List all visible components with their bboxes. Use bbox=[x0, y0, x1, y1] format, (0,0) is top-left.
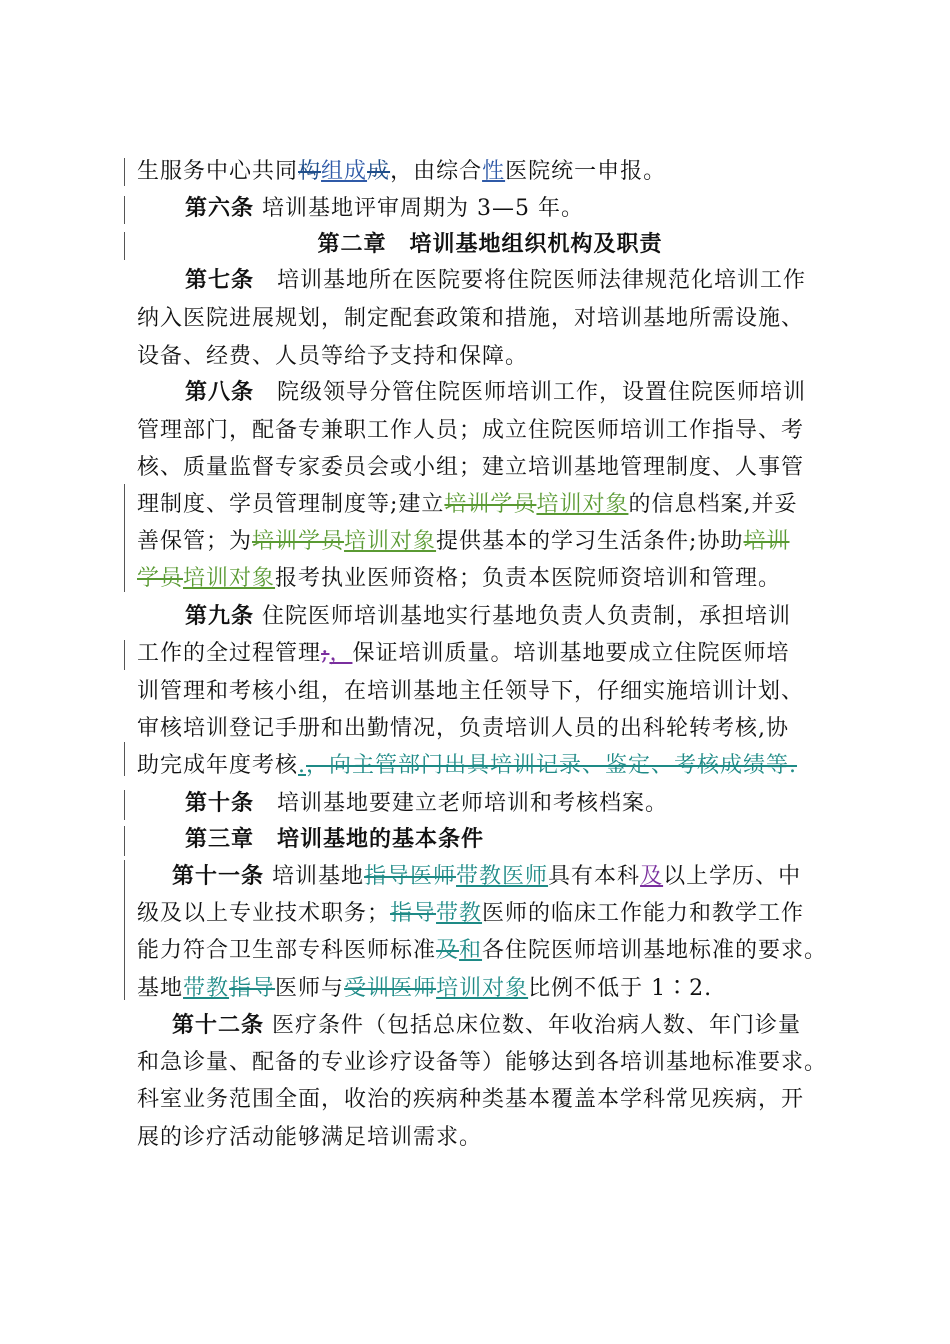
text-line bbox=[137, 527, 857, 557]
text-line bbox=[185, 266, 905, 296]
deleted-text: ; bbox=[321, 641, 330, 666]
text-line bbox=[137, 1123, 857, 1153]
revision-bar bbox=[124, 484, 125, 592]
clause-heading: 第十二条 bbox=[172, 1013, 265, 1038]
clause-heading: 第十条 bbox=[185, 791, 255, 816]
text-run: 管理部门，配备专兼职工作人员；成立住院医师培训工作指导、考 bbox=[137, 418, 805, 443]
text-run: 院级领导分管住院医师培训工作，设置住院医师培训 bbox=[254, 380, 807, 405]
deleted-text: 指导医师 bbox=[364, 864, 457, 889]
text-run: 设备、经费、人员等给予支持和保障。 bbox=[137, 344, 529, 369]
inserted-text: 培训对象 bbox=[536, 492, 629, 517]
inserted-text: 及 bbox=[640, 864, 664, 889]
text-line bbox=[172, 1011, 892, 1041]
text-line bbox=[185, 825, 905, 855]
clause-heading: 第八条 bbox=[185, 380, 255, 405]
text-run: 医师与 bbox=[275, 976, 345, 1001]
text-line bbox=[137, 157, 857, 187]
text-line bbox=[137, 751, 857, 781]
text-run: 能力符合卫生部专科医师标准 bbox=[137, 938, 437, 963]
deleted-text: 培训 bbox=[743, 529, 790, 554]
text-run: 各住院医师培训基地标准的要求。 bbox=[482, 938, 828, 963]
deleted-text: 指导 bbox=[229, 976, 276, 1001]
text-run: 善保管；为 bbox=[137, 529, 253, 554]
text-line bbox=[0, 230, 950, 260]
text-run: 具有本科 bbox=[548, 864, 641, 889]
text-run: 基地 bbox=[137, 976, 184, 1001]
text-run: 助完成年度考核 bbox=[137, 753, 299, 778]
inserted-text: 带教 bbox=[436, 901, 483, 926]
revision-bar bbox=[124, 790, 125, 820]
revision-bar bbox=[124, 826, 125, 856]
deleted-text: 学员 bbox=[137, 566, 184, 591]
text-run: 培训基地评审周期为 3—5 年。 bbox=[254, 196, 584, 221]
text-run: 核、质量监督专家委员会或小组；建立培训基地管理制度、人事管 bbox=[137, 455, 805, 480]
revision-bar bbox=[124, 742, 125, 776]
text-line bbox=[185, 789, 905, 819]
inserted-text: 性 bbox=[482, 159, 506, 184]
clause-heading: 第十一条 bbox=[172, 864, 265, 889]
text-run: 展的诊疗活动能够满足培训需求。 bbox=[137, 1125, 483, 1150]
text-line bbox=[137, 677, 857, 707]
deleted-text: 培训学员 bbox=[444, 492, 537, 517]
inserted-text: 培训对象 bbox=[436, 976, 529, 1001]
inserted-text: ， bbox=[329, 641, 353, 666]
text-line bbox=[137, 899, 857, 929]
deleted-text: 培训学员 bbox=[252, 529, 345, 554]
text-run: 生服务中心共同 bbox=[137, 159, 299, 184]
text-run: 以上学历、中 bbox=[663, 864, 802, 889]
text-run: 提供基本的学习生活条件;协助 bbox=[436, 529, 744, 554]
revision-bar bbox=[124, 196, 125, 224]
deleted-text: 及 bbox=[436, 938, 460, 963]
text-run: 科室业务范围全面，收治的疾病种类基本覆盖本学科常见疾病，开 bbox=[137, 1087, 805, 1112]
text-line bbox=[137, 1085, 857, 1115]
text-line bbox=[137, 564, 857, 594]
text-run: 审核培训登记手册和出勤情况，负责培训人员的出科轮转考核,协 bbox=[137, 716, 789, 741]
revision-bar bbox=[124, 158, 125, 186]
text-run: 理制度、学员管理制度等;建立 bbox=[137, 492, 445, 517]
text-run: 训管理和考核小组，在培训基地主任领导下，仔细实施培训计划、 bbox=[137, 679, 805, 704]
text-line bbox=[137, 416, 857, 446]
text-line bbox=[137, 714, 857, 744]
clause-heading: 第九条 bbox=[185, 604, 255, 629]
text-line bbox=[137, 304, 857, 334]
text-run: 医院统一申报。 bbox=[505, 159, 667, 184]
inserted-text: 带教 bbox=[183, 976, 230, 1001]
text-run: 培训基地要建立老师培训和考核档案。 bbox=[254, 791, 669, 816]
text-run: 住院医师培训基地实行基地负责人负责制，承担培训 bbox=[254, 604, 792, 629]
inserted-text: 组成 bbox=[321, 159, 368, 184]
inserted-text: 培训对象 bbox=[344, 529, 437, 554]
text-run: 培训基地 bbox=[264, 864, 365, 889]
text-line bbox=[137, 639, 857, 669]
text-run: 报考执业医师资格；负责本医院师资培训和管理。 bbox=[275, 566, 782, 591]
inserted-text: 培训对象 bbox=[183, 566, 276, 591]
inserted-text: . bbox=[298, 753, 307, 778]
text-run: 的信息档案,并妥 bbox=[628, 492, 798, 517]
deleted-text: 受训医师 bbox=[344, 976, 437, 1001]
text-line bbox=[137, 342, 857, 372]
text-line bbox=[185, 602, 905, 632]
text-line bbox=[137, 936, 857, 966]
clause-heading: 第六条 bbox=[185, 196, 255, 221]
text-run: 和急诊量、配备的专业诊疗设备等）能够达到各培训基地标准要求。 bbox=[137, 1050, 828, 1075]
deleted-text: 成 bbox=[367, 159, 391, 184]
revision-bar bbox=[124, 860, 125, 1000]
text-run: 纳入医院进展规划，制定配套政策和措施，对培训基地所需设施、 bbox=[137, 306, 805, 331]
text-line bbox=[172, 862, 892, 892]
clause-heading: 第七条 bbox=[185, 268, 255, 293]
inserted-text: 带教医师 bbox=[456, 864, 549, 889]
text-run: 工作的全过程管理 bbox=[137, 641, 322, 666]
deleted-text: 构 bbox=[298, 159, 322, 184]
text-line bbox=[137, 974, 857, 1004]
text-run: 医疗条件（包括总床位数、年收治病人数、年门诊量 bbox=[264, 1013, 802, 1038]
text-line bbox=[185, 194, 905, 224]
text-run: ，由综合 bbox=[390, 159, 483, 184]
text-run: 医师的临床工作能力和教学工作 bbox=[482, 901, 805, 926]
clause-heading: 第二章 培训基地组织机构及职责 bbox=[317, 232, 663, 257]
text-run: 级及以上专业技术职务； bbox=[137, 901, 391, 926]
text-line bbox=[137, 453, 857, 483]
text-run: 培训基地所在医院要将住院医师法律规范化培训工作 bbox=[254, 268, 807, 293]
text-run: 保证培训质量。培训基地要成立住院医师培 bbox=[352, 641, 790, 666]
clause-heading: 第三章 培训基地的基本条件 bbox=[185, 827, 485, 852]
text-run: 比例不低于 1∶2. bbox=[528, 976, 713, 1001]
deleted-text: 指导 bbox=[390, 901, 437, 926]
text-line bbox=[137, 490, 857, 520]
text-line bbox=[185, 378, 905, 408]
revision-bar bbox=[124, 640, 125, 670]
deleted-text: ，向主管部门出具培训记录、鉴定、考核成绩等. bbox=[306, 753, 798, 778]
text-line bbox=[137, 1048, 857, 1078]
inserted-text: 和 bbox=[459, 938, 483, 963]
